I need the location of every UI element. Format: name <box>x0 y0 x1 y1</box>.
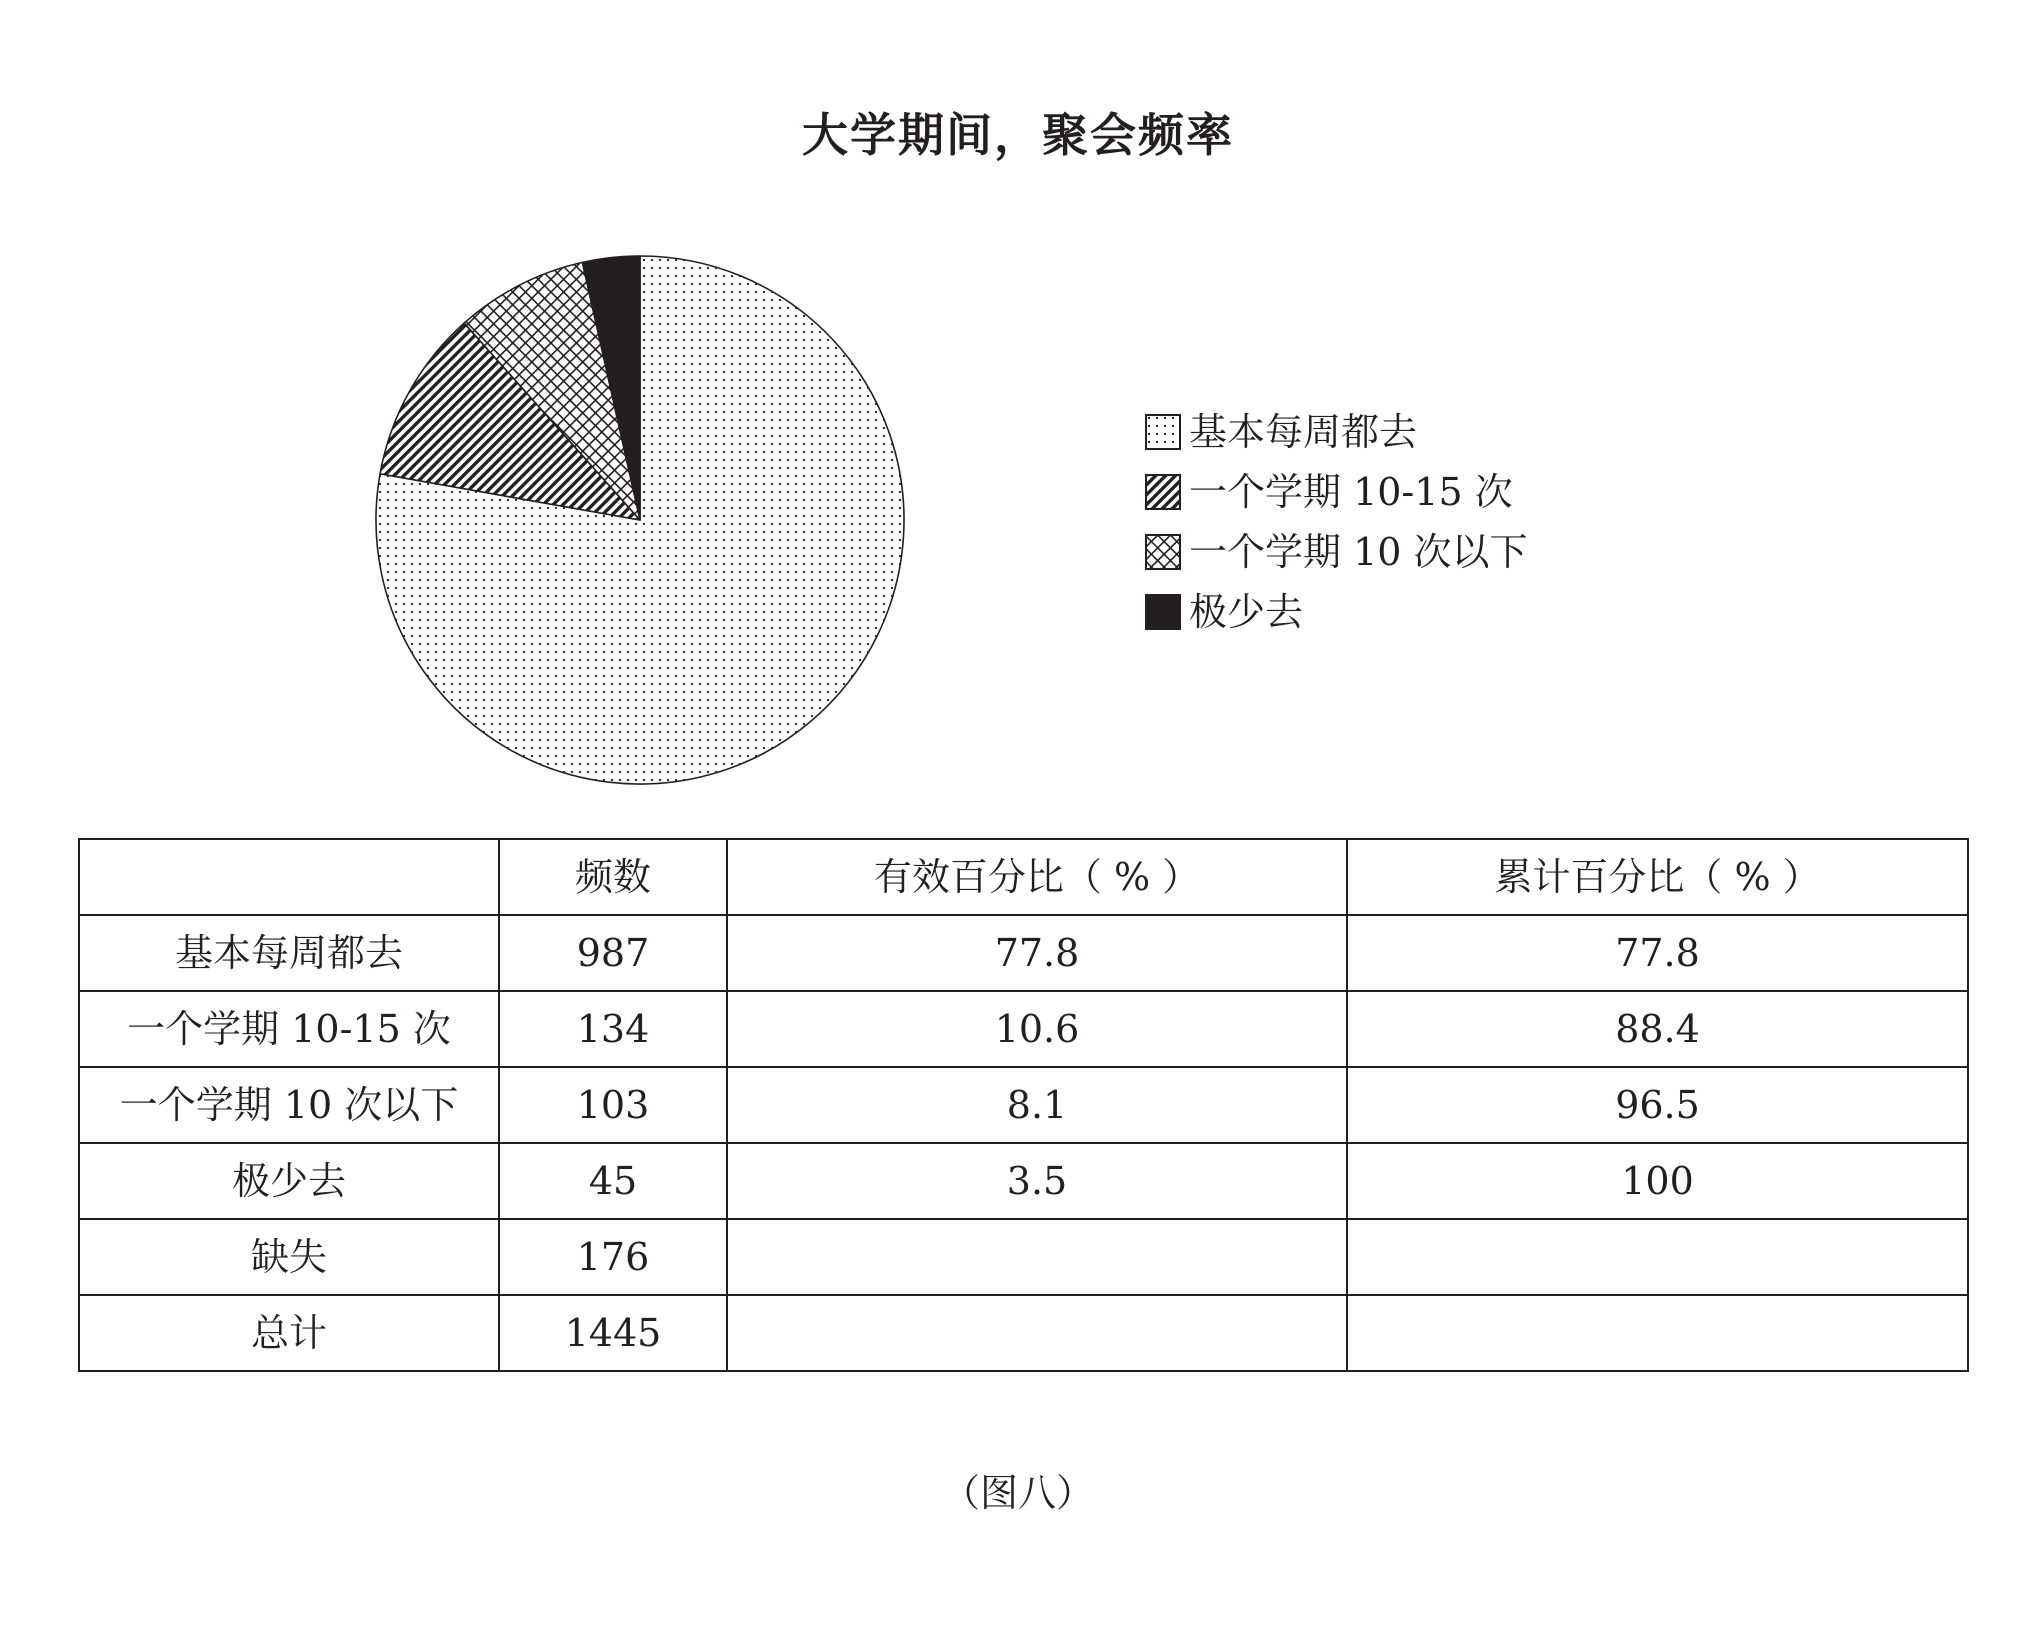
frequency-table <box>78 838 1969 1372</box>
table-row <box>79 1143 1968 1219</box>
table-cell: 100 <box>1347 1143 1968 1219</box>
table-row <box>79 1067 1968 1143</box>
table-header-cell: 频数 <box>499 839 727 915</box>
table-cell <box>727 1295 1347 1371</box>
table-cell <box>727 1219 1347 1295</box>
table-cell: 基本每周都去 <box>79 915 499 991</box>
table-cell: 极少去 <box>79 1143 499 1219</box>
table-cell: 缺失 <box>79 1219 499 1295</box>
legend <box>1145 402 1528 642</box>
table-cell: 103 <box>499 1067 727 1143</box>
table-cell: 987 <box>499 915 727 991</box>
table-cell: 一个学期 10-15 次 <box>79 991 499 1067</box>
table-cell: 88.4 <box>1347 991 1968 1067</box>
legend-item <box>1145 522 1528 582</box>
table-cell: 45 <box>499 1143 727 1219</box>
table-cell: 3.5 <box>727 1143 1347 1219</box>
legend-label: 基本每周都去 <box>1189 410 1418 454</box>
table-row <box>79 1295 1968 1371</box>
table-cell: 96.5 <box>1347 1067 1968 1143</box>
legend-item <box>1145 462 1528 522</box>
legend-item <box>1145 402 1528 462</box>
legend-label: 极少去 <box>1189 590 1304 634</box>
legend-item <box>1145 582 1528 642</box>
table-cell <box>1347 1295 1968 1371</box>
legend-swatch-dots <box>1145 414 1181 450</box>
table-row <box>79 991 1968 1067</box>
chart-title: 大学期间，聚会频率 <box>802 108 1234 162</box>
table-cell: 77.8 <box>1347 915 1968 991</box>
table-cell: 134 <box>499 991 727 1067</box>
table-row <box>79 1219 1968 1295</box>
legend-swatch-diagonal <box>1145 474 1181 510</box>
pie-chart <box>360 240 920 800</box>
table-header-cell: 累计百分比（ % ） <box>1347 839 1968 915</box>
legend-label: 一个学期 10-15 次 <box>1189 470 1513 514</box>
table-header-cell: 有效百分比（ % ） <box>727 839 1347 915</box>
table-cell: 176 <box>499 1219 727 1295</box>
table-header-cell <box>79 839 499 915</box>
figure-caption: （图八） <box>941 1471 1094 1515</box>
table-header-row <box>79 839 1968 915</box>
legend-swatch-crosshatch <box>1145 534 1181 570</box>
table-row <box>79 915 1968 991</box>
table-cell: 10.6 <box>727 991 1347 1067</box>
table-cell: 8.1 <box>727 1067 1347 1143</box>
table-cell: 总计 <box>79 1295 499 1371</box>
table-cell: 1445 <box>499 1295 727 1371</box>
legend-swatch-solid <box>1145 594 1181 630</box>
table-cell <box>1347 1219 1968 1295</box>
legend-label: 一个学期 10 次以下 <box>1189 530 1528 574</box>
table-cell: 77.8 <box>727 915 1347 991</box>
table-cell: 一个学期 10 次以下 <box>79 1067 499 1143</box>
